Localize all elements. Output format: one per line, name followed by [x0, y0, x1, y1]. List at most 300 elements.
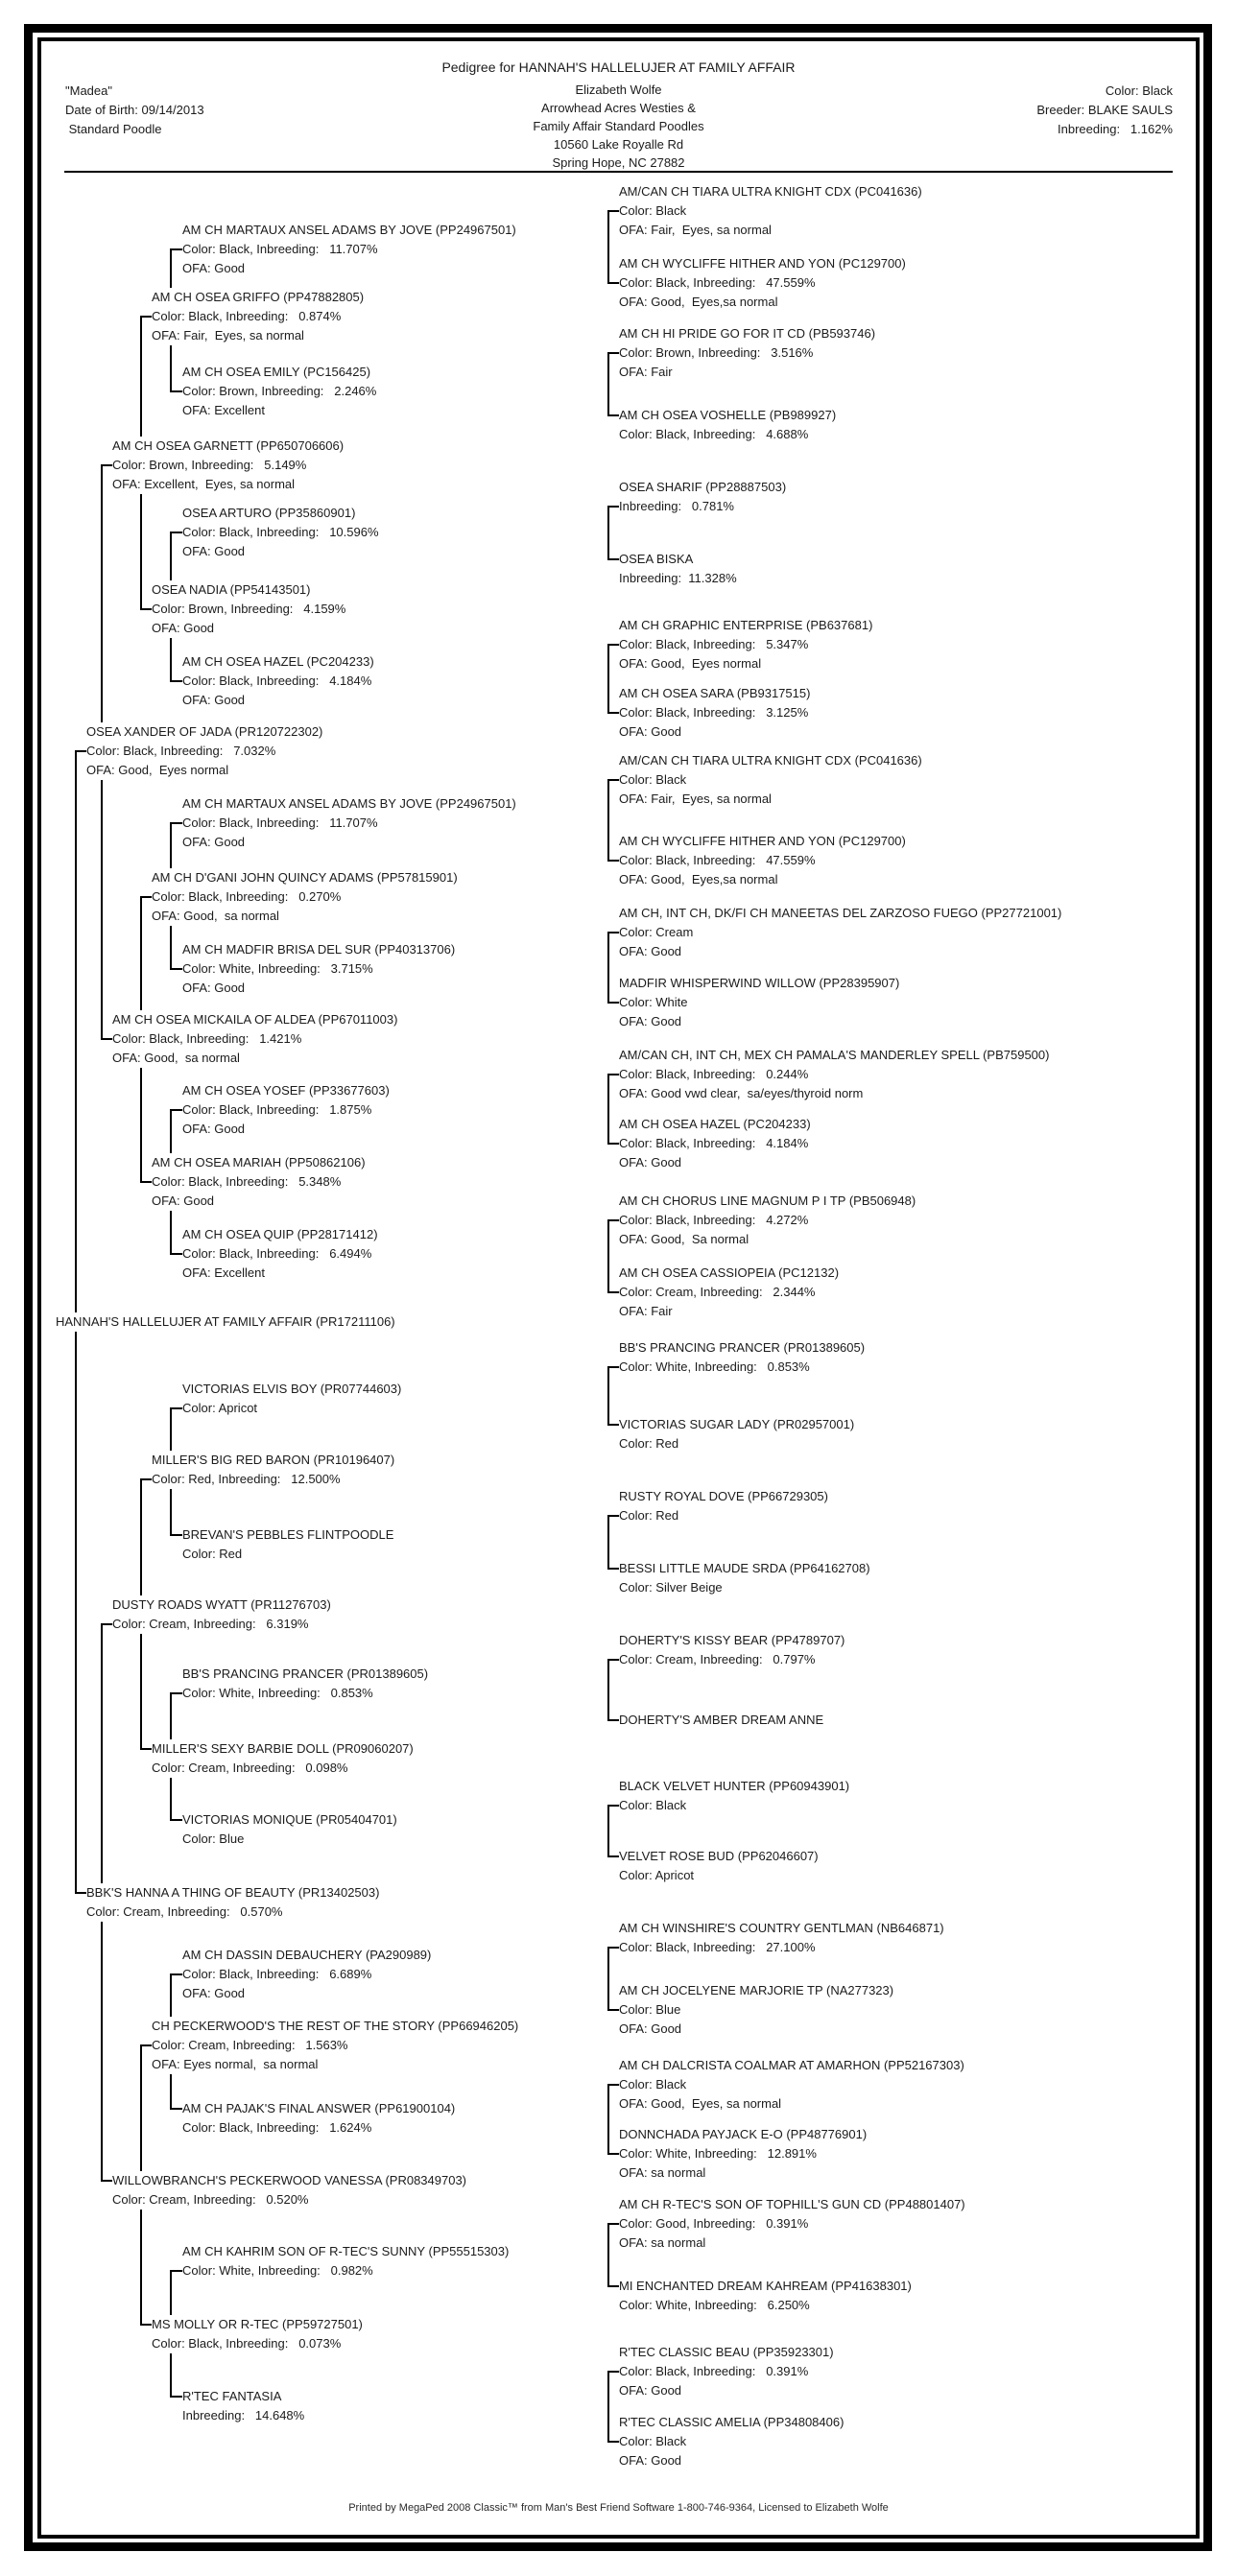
- dog-detail: Color: White, Inbreeding: 0.853%: [619, 1359, 810, 1374]
- pedigree-node-g4-5: [152, 1451, 394, 1489]
- dog-name: AM CH KAHRIM SON OF R-TEC'S SUNNY (PP55515303): [182, 2244, 510, 2258]
- dog-name: MS MOLLY OR R-TEC (PP59727501): [152, 2317, 363, 2331]
- pedigree-node-g6-10: [619, 832, 906, 889]
- dog-detail: Inbreeding: 0.781%: [619, 499, 734, 513]
- dog-detail: Color: Brown, Inbreeding: 3.516%: [619, 345, 814, 360]
- header-line: Breeder: BLAKE SAULS: [1036, 103, 1173, 117]
- tree-connector-line: [607, 1515, 609, 1570]
- dog-detail: OFA: Good: [619, 1014, 682, 1028]
- dog-detail: OFA: Excellent: [182, 1265, 265, 1280]
- header-line: Arrowhead Acres Westies &: [541, 101, 696, 115]
- pedigree-node-subject: [56, 1312, 395, 1332]
- dog-detail: Color: White, Inbreeding: 6.250%: [619, 2298, 810, 2312]
- dog-detail: OFA: Good, Eyes normal: [619, 656, 762, 671]
- dog-detail: OFA: Good, Eyes, sa normal: [619, 2096, 782, 2111]
- pedigree-node-g6-14: [619, 1115, 811, 1172]
- dog-name: AM CH WYCLIFFE HITHER AND YON (PC129700): [619, 256, 906, 271]
- dog-name: DOHERTY'S KISSY BEAR (PP4789707): [619, 1633, 845, 1647]
- header-line: Inbreeding: 1.162%: [1058, 122, 1173, 136]
- pedigree-node-g5-16: [182, 2387, 304, 2425]
- tree-connector-line: [607, 779, 609, 862]
- pedigree-node-g4-1: [152, 288, 364, 345]
- dog-detail: Color: Black, Inbreeding: 4.272%: [619, 1213, 809, 1227]
- tree-connector-line: [607, 1074, 609, 1145]
- tree-corner-tick: [140, 1478, 152, 1480]
- dog-detail: Color: Black, Inbreeding: 7.032%: [86, 744, 276, 758]
- pedigree-node-g5-11: [182, 1665, 428, 1703]
- pedigree-node-g5-1: [182, 221, 516, 278]
- dog-name: VICTORIAS SUGAR LADY (PR02957001): [619, 1417, 855, 1431]
- dog-detail: Color: Cream, Inbreeding: 0.520%: [112, 2192, 309, 2207]
- tree-connector-line: [607, 1366, 609, 1426]
- dog-detail: Color: White, Inbreeding: 0.853%: [182, 1686, 373, 1700]
- pedigree-node-g6-12: [619, 974, 899, 1031]
- dog-detail: Color: Black, Inbreeding: 47.559%: [619, 853, 816, 867]
- pedigree-node-g5-13: [182, 1946, 431, 2003]
- pedigree-node-g6-25: [619, 1919, 944, 1957]
- pedigree-node-g5-8: [182, 1225, 378, 1283]
- dog-detail: Color: White, Inbreeding: 0.982%: [182, 2263, 373, 2278]
- tree-corner-tick: [170, 1973, 182, 1975]
- dog-detail: OFA: Fair, Eyes, sa normal: [152, 328, 304, 343]
- dog-name: AM/CAN CH TIARA ULTRA KNIGHT CDX (PC041636): [619, 184, 922, 199]
- dog-name: AM CH DASSIN DEBAUCHERY (PA290989): [182, 1948, 432, 1962]
- pedigree-node-g6-17: [619, 1338, 865, 1377]
- pedigree-node-g6-21: [619, 1631, 844, 1669]
- dog-name: AM CH OSEA VOSHELLE (PB989927): [619, 408, 837, 422]
- pedigree-node-g6-30: [619, 2277, 912, 2315]
- tree-corner-tick: [607, 352, 619, 354]
- tree-corner-tick: [607, 506, 619, 508]
- dog-detail: Color: Black, Inbreeding: 1.875%: [182, 1102, 372, 1117]
- dog-detail: OFA: Good: [619, 724, 682, 739]
- tree-corner-tick: [140, 2324, 152, 2326]
- dog-name: AM CH OSEA QUIP (PP28171412): [182, 1227, 378, 1241]
- dog-name: BBK'S HANNA A THING OF BEAUTY (PR13402503): [86, 1885, 380, 1900]
- pedigree-node-g3-1: [112, 437, 344, 494]
- tree-corner-tick: [607, 1074, 619, 1075]
- dog-detail: Color: Cream, Inbreeding: 2.344%: [619, 1285, 816, 1299]
- tree-corner-tick: [170, 680, 182, 682]
- tree-connector-line: [607, 352, 609, 416]
- dog-detail: OFA: Fair, Eyes, sa normal: [619, 223, 772, 237]
- dog-detail: OFA: Fair: [619, 1304, 673, 1318]
- tree-corner-tick: [75, 750, 86, 752]
- dog-detail: Color: Black, Inbreeding: 10.596%: [182, 525, 379, 539]
- dog-detail: Color: Cream, Inbreeding: 6.319%: [112, 1617, 309, 1631]
- dog-detail: OFA: sa normal: [619, 2165, 706, 2180]
- dog-name: RUSTY ROYAL DOVE (PP66729305): [619, 1489, 828, 1503]
- pedigree-node-g5-5: [182, 794, 516, 852]
- dog-name: R'TEC FANTASIA: [182, 2389, 282, 2403]
- tree-corner-tick: [607, 1568, 619, 1570]
- pedigree-node-g6-3: [619, 324, 875, 382]
- pedigree-node-g6-5: [619, 478, 786, 516]
- dog-detail: OFA: Good, sa normal: [112, 1051, 240, 1065]
- dog-detail: OFA: Fair: [619, 365, 673, 379]
- tree-corner-tick: [140, 316, 152, 318]
- dog-name: AM CH R-TEC'S SON OF TOPHILL'S GUN CD (PP48801407): [619, 2197, 965, 2211]
- dog-name: AM/CAN CH, INT CH, MEX CH PAMALA'S MANDERLEY SPELL (PB759500): [619, 1048, 1050, 1062]
- tree-corner-tick: [607, 2441, 619, 2443]
- dog-detail: Color: Cream: [619, 925, 694, 939]
- dog-name: AM CH GRAPHIC ENTERPRISE (PB637681): [619, 618, 873, 632]
- dog-detail: OFA: Good: [182, 981, 246, 995]
- tree-corner-tick: [607, 1515, 619, 1517]
- dog-name: AM CH D'GANI JOHN QUINCY ADAMS (PP57815901): [152, 870, 458, 885]
- tree-corner-tick: [607, 2285, 619, 2287]
- dog-detail: OFA: Excellent: [182, 403, 265, 417]
- tree-connector-line: [607, 1805, 609, 1857]
- tree-corner-tick: [607, 282, 619, 284]
- dog-detail: Color: Black: [619, 2077, 687, 2092]
- tree-corner-tick: [170, 1692, 182, 1694]
- dog-detail: OFA: Fair, Eyes, sa normal: [619, 792, 772, 806]
- tree-corner-tick: [607, 2371, 619, 2373]
- dog-detail: Color: Blue: [619, 2002, 681, 2017]
- dog-detail: Color: Black, Inbreeding: 5.348%: [152, 1174, 342, 1189]
- dog-detail: OFA: Good: [152, 621, 215, 635]
- tree-corner-tick: [170, 2108, 182, 2110]
- dog-detail: Color: Black, Inbreeding: 0.073%: [152, 2336, 342, 2351]
- tree-corner-tick: [607, 712, 619, 714]
- pedigree-node-g6-2: [619, 254, 906, 312]
- pedigree-node-g6-31: [619, 2343, 834, 2400]
- tree-corner-tick: [140, 1181, 152, 1183]
- dog-detail: OFA: Good: [619, 2453, 682, 2468]
- pedigree-node-dam: [86, 1883, 379, 1922]
- header-line: "Madea": [65, 83, 112, 98]
- dog-name: AM CH OSEA HAZEL (PC204233): [619, 1117, 811, 1131]
- dog-detail: OFA: Excellent, Eyes, sa normal: [112, 477, 296, 491]
- dog-name: CH PECKERWOOD'S THE REST OF THE STORY (PP66946205): [152, 2019, 519, 2033]
- pedigree-node-g6-6: [619, 550, 737, 588]
- dog-detail: Color: Apricot: [182, 1401, 258, 1415]
- dog-name: VICTORIAS ELVIS BOY (PR07744603): [182, 1382, 402, 1396]
- tree-corner-tick: [140, 1748, 152, 1750]
- dog-name: AM CH OSEA HAZEL (PC204233): [182, 654, 374, 669]
- dog-name: OSEA SHARIF (PP28887503): [619, 480, 787, 494]
- tree-corner-tick: [607, 1719, 619, 1721]
- tree-corner-tick: [170, 1253, 182, 1255]
- pedigree-node-g5-15: [182, 2242, 509, 2281]
- dog-detail: Color: Black, Inbreeding: 6.494%: [182, 1246, 372, 1261]
- pedigree-node-g4-3: [152, 868, 458, 926]
- pedigree-node-g6-8: [619, 684, 810, 742]
- tree-corner-tick: [170, 1819, 182, 1821]
- tree-corner-tick: [607, 1659, 619, 1661]
- dog-name: MADFIR WHISPERWIND WILLOW (PP28395907): [619, 976, 900, 990]
- dog-detail: OFA: Good vwd clear, sa/eyes/thyroid norm: [619, 1086, 864, 1100]
- dog-name: HANNAH'S HALLELUJER AT FAMILY AFFAIR (PR17211106): [56, 1314, 395, 1329]
- pedigree-node-g6-23: [619, 1777, 849, 1815]
- dog-detail: OFA: Good: [619, 2021, 682, 2036]
- tree-corner-tick: [170, 2270, 182, 2272]
- header-line: Family Affair Standard Poodles: [533, 119, 704, 133]
- tree-corner-tick: [607, 210, 619, 212]
- dog-detail: Color: Brown, Inbreeding: 5.149%: [112, 458, 307, 472]
- tree-connector-line: [607, 506, 609, 560]
- dog-name: BREVAN'S PEBBLES FLINTPOODLE: [182, 1527, 394, 1542]
- tree-corner-tick: [101, 464, 112, 466]
- dog-detail: Color: White: [619, 995, 688, 1009]
- tree-connector-line: [607, 932, 609, 1004]
- tree-corner-tick: [607, 932, 619, 934]
- tree-corner-tick: [170, 248, 182, 250]
- dog-detail: Color: Black, Inbreeding: 0.874%: [152, 309, 342, 323]
- pedigree-node-g4-4: [152, 1153, 366, 1211]
- dog-detail: Color: Cream, Inbreeding: 0.570%: [86, 1904, 283, 1919]
- dog-detail: Color: Black, Inbreeding: 11.707%: [182, 242, 378, 256]
- tree-corner-tick: [170, 1407, 182, 1409]
- dog-detail: OFA: Good: [152, 1193, 215, 1208]
- dog-detail: Color: Brown, Inbreeding: 4.159%: [152, 602, 346, 616]
- tree-corner-tick: [607, 558, 619, 560]
- dog-detail: OFA: Good: [182, 261, 246, 275]
- dog-name: AM/CAN CH TIARA ULTRA KNIGHT CDX (PC041636): [619, 753, 922, 768]
- header-line: Date of Birth: 09/14/2013: [65, 103, 204, 117]
- tree-connector-line: [607, 1947, 609, 2011]
- dog-detail: Color: Black: [619, 203, 687, 218]
- footer-text: Printed by MegaPed 2008 Classic™ from Man's Best Friend Software 1-800-746-9364, Licensed to Elizabeth Wolfe: [348, 2502, 889, 2514]
- pedigree-node-g6-4: [619, 406, 836, 444]
- tree-corner-tick: [607, 1424, 619, 1426]
- dog-name: DOHERTY'S AMBER DREAM ANNE: [619, 1713, 824, 1727]
- page-title: Pedigree for HANNAH'S HALLELUJER AT FAMILY AFFAIR: [441, 59, 796, 75]
- pedigree-node-g5-10: [182, 1525, 393, 1564]
- tree-corner-tick: [140, 2044, 152, 2046]
- pedigree-node-sire: [86, 722, 322, 780]
- dog-name: AM CH OSEA MICKAILA OF ALDEA (PP67011003): [112, 1012, 398, 1027]
- header-breeder-info: [1036, 82, 1173, 139]
- pedigree-node-g5-6: [182, 940, 455, 998]
- dog-detail: OFA: Good, Eyes,sa normal: [619, 872, 778, 886]
- tree-corner-tick: [170, 1109, 182, 1111]
- dog-detail: OFA: Good: [619, 944, 682, 958]
- dog-detail: Color: Black, Inbreeding: 1.421%: [112, 1031, 302, 1046]
- tree-corner-tick: [607, 1002, 619, 1004]
- dog-name: AM CH JOCELYENE MARJORIE TP (NA277323): [619, 1983, 894, 1997]
- dog-detail: OFA: Good: [182, 1122, 246, 1136]
- dog-detail: OFA: Good: [182, 1986, 246, 2000]
- dog-detail: OFA: Good: [619, 1155, 682, 1170]
- dog-name: BLACK VELVET HUNTER (PP60943901): [619, 1779, 850, 1793]
- tree-corner-tick: [140, 608, 152, 610]
- header-line: 10560 Lake Royalle Rd: [553, 137, 684, 152]
- dog-name: DONNCHADA PAYJACK E-O (PP48776901): [619, 2127, 868, 2141]
- dog-name: AM CH OSEA SARA (PB9317515): [619, 686, 811, 700]
- dog-detail: OFA: Good, Sa normal: [619, 1232, 749, 1246]
- tree-corner-tick: [607, 860, 619, 862]
- tree-corner-tick: [170, 2396, 182, 2398]
- pedigree-node-g6-19: [619, 1487, 828, 1525]
- pedigree-node-g4-2: [152, 580, 345, 638]
- header-divider: [64, 171, 1173, 173]
- dog-name: AM CH MARTAUX ANSEL ADAMS BY JOVE (PP24967501): [182, 223, 516, 237]
- dog-name: OSEA BISKA: [619, 552, 694, 566]
- tree-corner-tick: [170, 532, 182, 533]
- pedigree-node-g6-27: [619, 2056, 964, 2114]
- dog-detail: OFA: Eyes normal, sa normal: [152, 2057, 319, 2071]
- pedigree-node-g3-2: [112, 1010, 397, 1068]
- dog-name: AM CH CHORUS LINE MAGNUM P I TP (PB506948): [619, 1193, 916, 1208]
- dog-detail: OFA: sa normal: [619, 2235, 706, 2250]
- dog-detail: OFA: Good, sa normal: [152, 909, 279, 923]
- dog-name: AM CH WINSHIRE'S COUNTRY GENTLMAN (NB646871): [619, 1921, 944, 1935]
- dog-name: AM CH OSEA EMILY (PC156425): [182, 365, 371, 379]
- dog-name: BESSI LITTLE MAUDE SRDA (PP64162708): [619, 1561, 870, 1575]
- tree-corner-tick: [607, 1947, 619, 1949]
- tree-corner-tick: [75, 1892, 86, 1894]
- dog-name: AM CH OSEA CASSIOPEIA (PC12132): [619, 1265, 840, 1280]
- dog-detail: OFA: Good: [182, 544, 246, 558]
- dog-detail: Color: Black, Inbreeding: 0.244%: [619, 1067, 809, 1081]
- pedigree-node-g5-12: [182, 1810, 397, 1849]
- dog-detail: Color: Black: [619, 1798, 687, 1812]
- pedigree-node-g6-24: [619, 1847, 819, 1885]
- pedigree-node-g5-9: [182, 1380, 401, 1418]
- dog-detail: Color: Black, Inbreeding: 11.707%: [182, 815, 378, 830]
- dog-name: OSEA NADIA (PP54143501): [152, 582, 311, 597]
- dog-detail: Color: Black, Inbreeding: 27.100%: [619, 1940, 816, 1954]
- tree-corner-tick: [607, 1143, 619, 1145]
- dog-detail: Color: Red: [619, 1436, 679, 1451]
- dog-detail: Color: Black, Inbreeding: 0.270%: [152, 889, 342, 904]
- dog-detail: OFA: Good: [619, 2383, 682, 2398]
- dog-detail: OFA: Good: [182, 835, 246, 849]
- dog-detail: Color: Black, Inbreeding: 4.184%: [182, 674, 372, 688]
- tree-corner-tick: [170, 390, 182, 392]
- dog-detail: Color: Red: [619, 1508, 679, 1523]
- dog-detail: Color: White, Inbreeding: 3.715%: [182, 961, 373, 976]
- tree-corner-tick: [607, 1366, 619, 1368]
- tree-corner-tick: [607, 2009, 619, 2011]
- dog-detail: Color: Black, Inbreeding: 1.624%: [182, 2120, 372, 2135]
- pedigree-node-g6-18: [619, 1415, 854, 1453]
- dog-detail: Color: Blue: [182, 1832, 245, 1846]
- tree-corner-tick: [607, 1291, 619, 1293]
- dog-name: AM CH, INT CH, DK/FI CH MANEETAS DEL ZARZOSO FUEGO (PP27721001): [619, 906, 1062, 920]
- pedigree-node-g5-7: [182, 1081, 390, 1139]
- dog-detail: OFA: Good, Eyes normal: [86, 763, 229, 777]
- dog-name: OSEA ARTURO (PP35860901): [182, 506, 356, 520]
- tree-connector-line: [607, 2223, 609, 2287]
- tree-corner-tick: [607, 644, 619, 646]
- dog-name: AM CH PAJAK'S FINAL ANSWER (PP61900104): [182, 2101, 456, 2115]
- pedigree-node-g6-32: [619, 2413, 844, 2470]
- dog-name: OSEA XANDER OF JADA (PR120722302): [86, 724, 323, 739]
- dog-name: AM CH HI PRIDE GO FOR IT CD (PB593746): [619, 326, 876, 341]
- dog-name: R'TEC CLASSIC AMELIA (PP34808406): [619, 2415, 844, 2429]
- tree-connector-line: [607, 644, 609, 714]
- pedigree-node-g6-9: [619, 751, 922, 809]
- dog-detail: Color: Black: [619, 2434, 687, 2448]
- pedigree-node-g5-2: [182, 363, 376, 420]
- tree-corner-tick: [170, 1534, 182, 1536]
- dog-detail: Color: Cream, Inbreeding: 0.797%: [619, 1652, 816, 1666]
- pedigree-node-g3-4: [112, 2171, 466, 2210]
- pedigree-node-g6-29: [619, 2195, 965, 2253]
- pedigree-node-g4-7: [152, 2017, 518, 2074]
- dog-name: AM CH OSEA GARNETT (PP650706606): [112, 438, 345, 453]
- tree-corner-tick: [170, 968, 182, 970]
- dog-name: AM CH OSEA GRIFFO (PP47882805): [152, 290, 365, 304]
- tree-connector-line: [607, 210, 609, 284]
- tree-connector-line: [607, 1659, 609, 1721]
- dog-name: AM CH MADFIR BRISA DEL SUR (PP40313706): [182, 942, 456, 957]
- dog-detail: Color: Brown, Inbreeding: 2.246%: [182, 384, 377, 398]
- dog-detail: Color: Red: [182, 1547, 243, 1561]
- dog-name: R'TEC CLASSIC BEAU (PP35923301): [619, 2345, 834, 2359]
- dog-name: MI ENCHANTED DREAM KAHREAM (PP41638301): [619, 2279, 912, 2293]
- dog-detail: Color: White, Inbreeding: 12.891%: [619, 2146, 817, 2161]
- dog-detail: OFA: Good, Eyes,sa normal: [619, 295, 778, 309]
- dog-name: MILLER'S SEXY BARBIE DOLL (PR09060207): [152, 1741, 414, 1756]
- pedigree-node-g4-8: [152, 2315, 363, 2353]
- pedigree-node-g6-20: [619, 1559, 870, 1597]
- dog-name: WILLOWBRANCH'S PECKERWOOD VANESSA (PR08349703): [112, 2173, 467, 2187]
- dog-name: AM CH DALCRISTA COALMAR AT AMARHON (PP52167303): [619, 2058, 964, 2072]
- dog-name: AM CH WYCLIFFE HITHER AND YON (PC129700): [619, 834, 906, 848]
- dog-detail: Color: Red, Inbreeding: 12.500%: [152, 1472, 341, 1486]
- tree-corner-tick: [607, 2084, 619, 2086]
- pedigree-node-g5-3: [182, 504, 379, 561]
- tree-connector-line: [607, 2084, 609, 2155]
- tree-connector-line: [607, 2371, 609, 2443]
- header-line: Standard Poodle: [65, 122, 162, 136]
- dog-detail: Color: Black, Inbreeding: 0.391%: [619, 2364, 809, 2378]
- dog-name: VELVET ROSE BUD (PP62046607): [619, 1849, 819, 1863]
- tree-corner-tick: [607, 414, 619, 416]
- dog-name: BB'S PRANCING PRANCER (PR01389605): [182, 1666, 429, 1681]
- dog-name: MILLER'S BIG RED BARON (PR10196407): [152, 1453, 395, 1467]
- pedigree-node-g6-22: [619, 1711, 823, 1730]
- tree-corner-tick: [607, 1805, 619, 1807]
- pedigree-node-g6-13: [619, 1046, 1049, 1103]
- dog-detail: Inbreeding: 11.328%: [619, 571, 737, 585]
- dog-detail: Color: Black, Inbreeding: 4.688%: [619, 427, 809, 441]
- dog-name: AM CH OSEA YOSEF (PP33677603): [182, 1083, 390, 1098]
- tree-corner-tick: [607, 1219, 619, 1221]
- dog-detail: Color: Black, Inbreeding: 47.559%: [619, 275, 816, 290]
- pedigree-node-g6-15: [619, 1192, 916, 1249]
- dog-detail: Color: Black, Inbreeding: 5.347%: [619, 637, 809, 651]
- dog-detail: Color: Black, Inbreeding: 4.184%: [619, 1136, 809, 1150]
- dog-detail: Color: Black, Inbreeding: 6.689%: [182, 1967, 372, 1981]
- dog-name: VICTORIAS MONIQUE (PR05404701): [182, 1812, 397, 1827]
- tree-corner-tick: [607, 2153, 619, 2155]
- header-line: Elizabeth Wolfe: [575, 83, 662, 97]
- header-line: Color: Black: [1105, 83, 1173, 98]
- pedigree-node-g4-6: [152, 1739, 414, 1778]
- dog-name: AM CH MARTAUX ANSEL ADAMS BY JOVE (PP24967501): [182, 796, 516, 811]
- tree-corner-tick: [607, 779, 619, 781]
- dog-name: BB'S PRANCING PRANCER (PR01389605): [619, 1340, 866, 1355]
- dog-name: DUSTY ROADS WYATT (PR11276703): [112, 1597, 331, 1612]
- dog-name: AM CH OSEA MARIAH (PP50862106): [152, 1155, 366, 1170]
- pedigree-node-g6-7: [619, 616, 872, 674]
- dog-detail: Color: Cream, Inbreeding: 0.098%: [152, 1761, 348, 1775]
- dog-detail: Color: Cream, Inbreeding: 1.563%: [152, 2038, 348, 2052]
- dog-detail: Color: Black: [619, 772, 687, 787]
- header-line: Spring Hope, NC 27882: [552, 155, 685, 170]
- dog-detail: Color: Good, Inbreeding: 0.391%: [619, 2216, 809, 2231]
- pedigree-node-g6-11: [619, 904, 1061, 961]
- tree-corner-tick: [607, 1855, 619, 1857]
- tree-corner-tick: [101, 1623, 112, 1625]
- dog-detail: OFA: Good: [182, 693, 246, 707]
- pedigree-node-g3-3: [112, 1595, 331, 1634]
